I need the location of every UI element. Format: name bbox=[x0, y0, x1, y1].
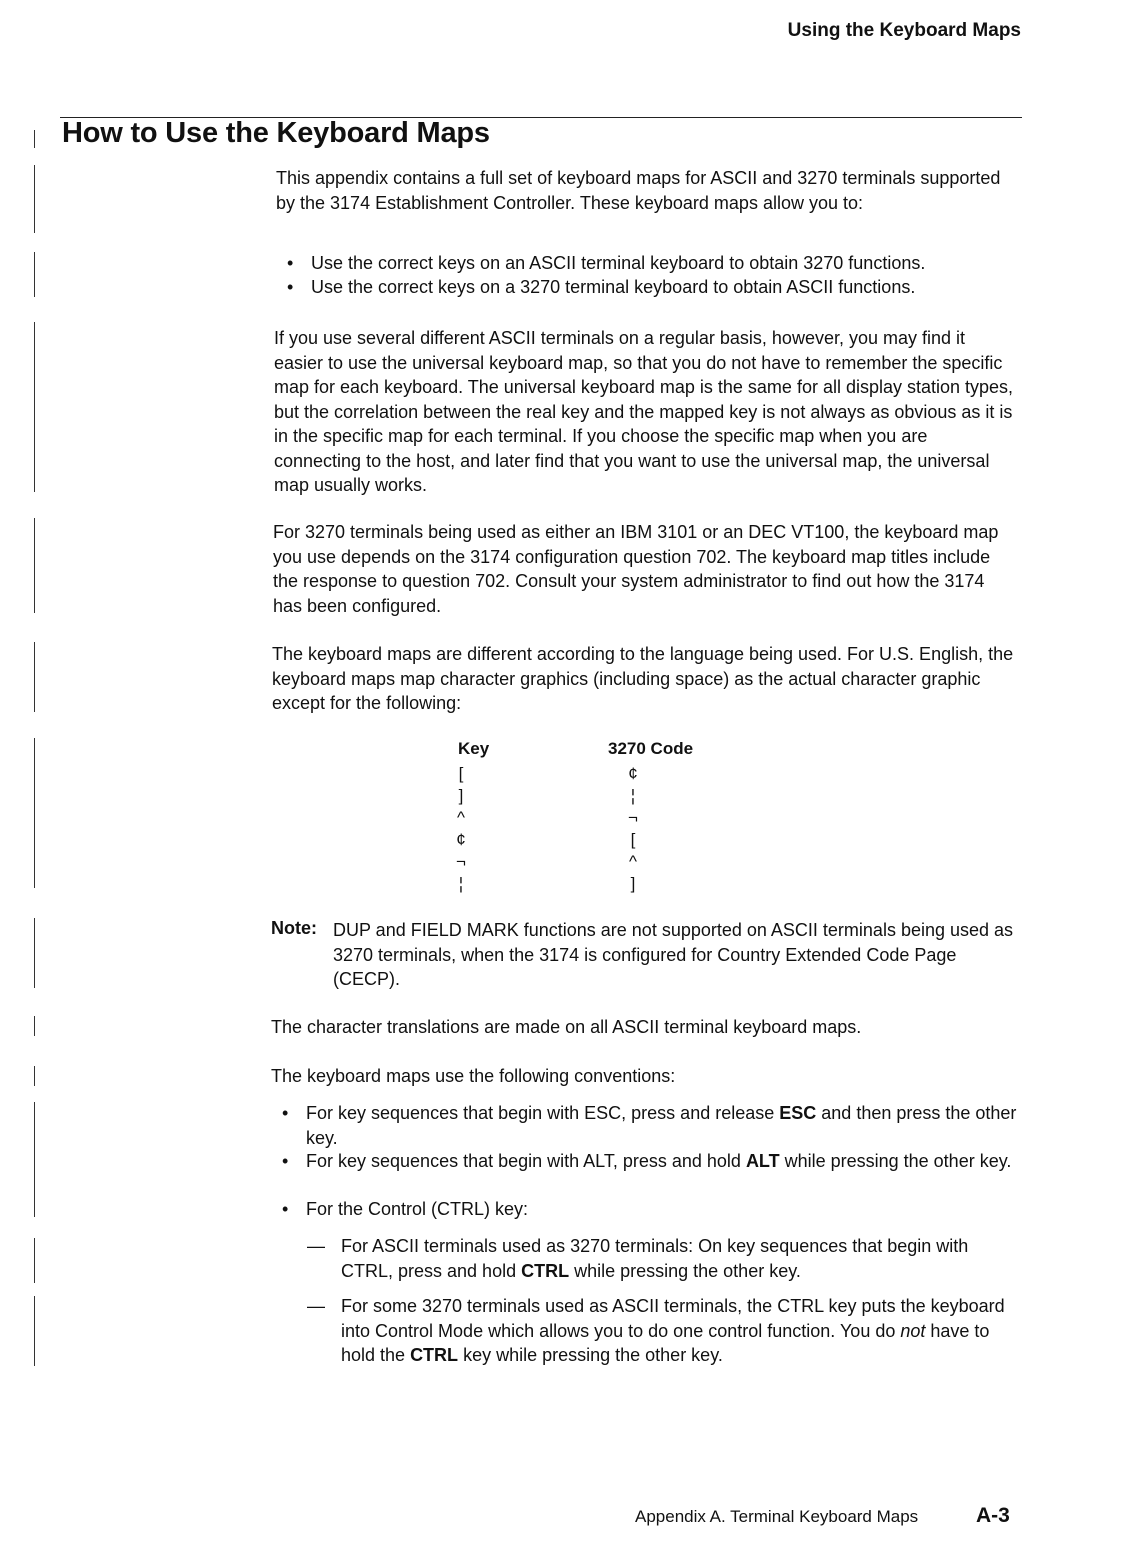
language-paragraph: The keyboard maps are different according to the language being used. For U.S. English, the keyboard maps map character graphics (including space) as the actual character graphic except for the following: bbox=[272, 644, 1014, 713]
revision-bar bbox=[34, 1102, 35, 1217]
table-cell-key: ^ bbox=[457, 808, 465, 827]
ctrl-3270-emphasis: not bbox=[900, 1320, 926, 1341]
ctrl-intro-text: For the Control (CTRL) key: bbox=[306, 1199, 529, 1219]
revision-bar bbox=[34, 1296, 35, 1366]
sub-list-item bbox=[307, 1234, 1021, 1283]
esc-text-before: For key sequences that begin with ESC, press and release bbox=[306, 1103, 780, 1123]
ctrl-3270-after: key while pressing the other key. bbox=[458, 1345, 723, 1365]
esc-text-after: and then press the other key. bbox=[306, 1103, 1017, 1148]
universal-map-paragraph: If you use several different ASCII terminals on a regular basis, however, you may find it easier to use the universal keyboard map, so that you do not have to remember the specific map for each keyboard. The universal keyboard map is the same for all display station types, but the correlation between the real key and the mapped key is not always as obvious as it is in the specific map for each terminal. If you choose the specific map when you are connecting to the host, and later find that you want to use the universal map, the universal map usually works. bbox=[274, 328, 1014, 495]
alt-text-before: For key sequences that begin with ALT, press and hold bbox=[306, 1151, 746, 1171]
note-label: Note: bbox=[271, 918, 317, 938]
table-cell-code: ¢ bbox=[628, 764, 638, 783]
revision-bar bbox=[34, 1238, 35, 1283]
list-item bbox=[282, 1197, 1021, 1222]
list-item bbox=[287, 275, 1026, 300]
note-text: DUP and FIELD MARK functions are not supported on ASCII terminals being used as 3270 terminals, when the 3174 is configured for Country Extended Code Page (CECP). bbox=[333, 920, 1014, 989]
running-header: Using the Keyboard Maps bbox=[787, 20, 1021, 41]
table-cell-code: [ bbox=[630, 830, 636, 849]
list-item bbox=[282, 1149, 1021, 1174]
revision-bar bbox=[34, 518, 35, 613]
table-cell-code: ^ bbox=[629, 852, 637, 871]
list-item-text: Use the correct keys on an ASCII terminal keyboard to obtain 3270 functions. bbox=[311, 253, 926, 273]
intro-paragraph: This appendix contains a full set of keyboard maps for ASCII and 3270 terminals supported by the 3174 Establishment Controller. These keyboard maps allow you to: bbox=[276, 168, 1001, 213]
ctrl-ascii-key: CTRL bbox=[521, 1260, 570, 1281]
revision-bar bbox=[34, 130, 35, 148]
bullet-icon: • bbox=[282, 1103, 289, 1123]
table-cell-code: ¬ bbox=[628, 808, 638, 827]
dash-icon: — bbox=[307, 1236, 325, 1256]
revision-bar bbox=[34, 918, 35, 988]
bullet-icon: • bbox=[282, 1151, 289, 1171]
list-item bbox=[282, 1101, 1021, 1150]
alt-text-after: while pressing the other key. bbox=[779, 1151, 1012, 1171]
ctrl-ascii-before: For ASCII terminals used as 3270 terminals: On key sequences that begin with CTRL, press and hold bbox=[341, 1236, 969, 1281]
revision-bar bbox=[34, 1016, 35, 1036]
bullet-icon: • bbox=[287, 277, 294, 297]
table-header-key: Key bbox=[458, 739, 490, 758]
table-cell-code: ¦ bbox=[630, 786, 636, 805]
table-header-code: 3270 Code bbox=[608, 739, 694, 758]
revision-bar bbox=[34, 738, 35, 888]
conventions-intro: The keyboard maps use the following conventions: bbox=[271, 1066, 676, 1086]
revision-bar bbox=[34, 1066, 35, 1086]
table-cell-key: ¬ bbox=[456, 852, 466, 871]
esc-key: ESC bbox=[779, 1103, 817, 1123]
sub-list-item bbox=[307, 1294, 1021, 1368]
table-cell-key: ] bbox=[458, 786, 464, 805]
bullet-icon: • bbox=[287, 253, 294, 273]
dash-icon: — bbox=[307, 1296, 325, 1316]
revision-bar bbox=[34, 322, 35, 492]
revision-bar bbox=[34, 165, 35, 233]
ctrl-3270-before: For some 3270 terminals used as ASCII terminals, the CTRL key puts the keyboard into Control Mode which allows you to do one control function. You do bbox=[341, 1296, 1005, 1341]
list-item-text: Use the correct keys on a 3270 terminal keyboard to obtain ASCII functions. bbox=[311, 277, 916, 297]
revision-bar bbox=[34, 252, 35, 297]
page-number: A-3 bbox=[976, 1504, 1010, 1527]
footer-text: Appendix A. Terminal Keyboard Maps bbox=[635, 1507, 919, 1526]
terminal-config-paragraph: For 3270 terminals being used as either an IBM 3101 or an DEC VT100, the keyboard map you use depends on the 3174 configuration question 702. The keyboard map titles include the response to question 702. Consult your system administrator to find out how the 3174 has been configured. bbox=[273, 522, 999, 616]
revision-bar bbox=[34, 642, 35, 712]
ctrl-3270-middle: have to hold the bbox=[341, 1320, 990, 1365]
table-cell-key: [ bbox=[458, 764, 464, 783]
ctrl-ascii-after: while pressing the other key. bbox=[569, 1260, 801, 1281]
alt-key: ALT bbox=[745, 1151, 780, 1171]
list-item bbox=[287, 251, 1026, 276]
ctrl-3270-key: CTRL bbox=[410, 1345, 459, 1365]
table-cell-code: ] bbox=[630, 874, 636, 893]
bullet-icon: • bbox=[282, 1199, 289, 1219]
translations-paragraph: The character translations are made on all ASCII terminal keyboard maps. bbox=[271, 1017, 862, 1037]
section-title: How to Use the Keyboard Maps bbox=[62, 117, 490, 149]
table-cell-key: ¢ bbox=[456, 830, 466, 849]
table-cell-key: ¦ bbox=[458, 874, 464, 893]
